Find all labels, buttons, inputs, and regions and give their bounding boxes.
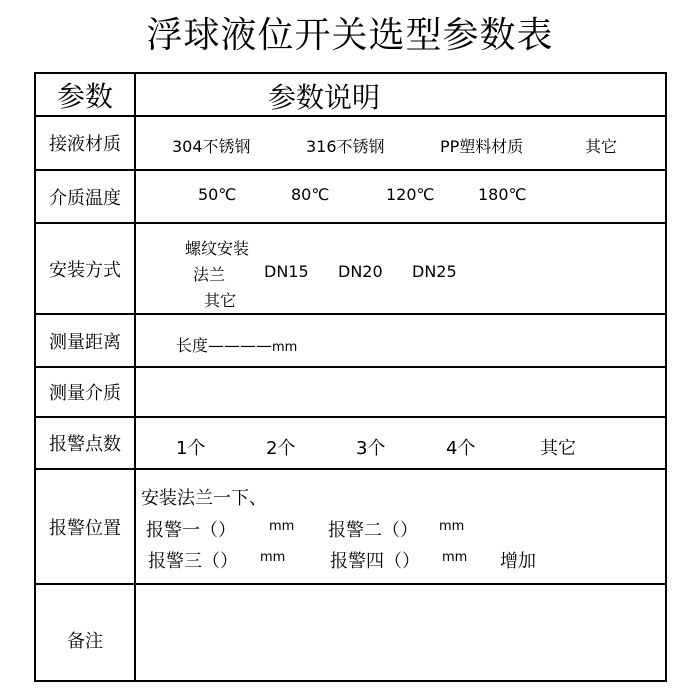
alarm-count-label: 报警点数	[36, 418, 136, 468]
alarm3-unit: mm	[260, 550, 286, 565]
row-remarks	[36, 585, 665, 680]
alarm2-field[interactable]: 报警二（）	[328, 520, 418, 541]
distance-field[interactable]	[136, 315, 665, 366]
row-medium	[36, 368, 665, 418]
row-alarm-count	[36, 418, 665, 470]
header-param: 参数	[36, 74, 136, 115]
alarm2-unit: mm	[439, 519, 465, 534]
distance-label: 测量距离	[36, 315, 136, 366]
row-material	[36, 117, 665, 171]
material-options	[136, 117, 665, 169]
distance-blank[interactable]: ————	[208, 336, 273, 355]
option-180c[interactable]: 180℃	[478, 185, 527, 204]
install-options	[136, 224, 665, 313]
option-2[interactable]: 2个	[266, 438, 296, 459]
option-120c[interactable]: 120℃	[386, 185, 435, 204]
alarm1-unit: mm	[269, 519, 295, 534]
option-dn25[interactable]: DN25	[412, 262, 457, 281]
option-pp[interactable]: PP塑料材质	[440, 137, 524, 156]
parameter-table	[34, 72, 667, 682]
option-1[interactable]: 1个	[176, 438, 206, 459]
add-alarm-button[interactable]: 增加	[500, 551, 536, 572]
option-4[interactable]: 4个	[446, 438, 476, 459]
option-flange[interactable]: 法兰	[193, 265, 226, 284]
alarm4-unit: mm	[442, 550, 468, 565]
medium-field[interactable]	[136, 368, 665, 416]
remarks-field[interactable]	[136, 585, 665, 680]
option-other[interactable]: 其它	[540, 438, 576, 459]
table-header	[36, 74, 665, 117]
row-distance	[36, 315, 665, 368]
option-316[interactable]: 316不锈钢	[306, 137, 385, 156]
option-dn15[interactable]: DN15	[264, 262, 309, 281]
remarks-label: 备注	[36, 585, 136, 680]
alarm-position-fields	[136, 470, 665, 583]
distance-unit: mm	[272, 340, 298, 355]
row-temperature	[36, 171, 665, 224]
header-desc	[136, 74, 665, 115]
option-50c[interactable]: 50℃	[198, 185, 237, 204]
option-dn20[interactable]: DN20	[338, 262, 383, 281]
option-80c[interactable]: 80℃	[291, 185, 330, 204]
temperature-options	[136, 171, 665, 222]
header-desc-label: 参数说明	[268, 81, 381, 114]
install-label: 安装方式	[36, 224, 136, 313]
distance-text: 长度	[176, 336, 209, 355]
temperature-label: 介质温度	[36, 171, 136, 222]
row-alarm-position	[36, 470, 665, 585]
option-3[interactable]: 3个	[356, 438, 386, 459]
alarm-intro: 安装法兰一下、	[141, 488, 267, 509]
alarm4-field[interactable]: 报警四（）	[330, 551, 420, 572]
alarm-position-label: 报警位置	[36, 470, 136, 583]
alarm1-field[interactable]: 报警一（）	[146, 520, 236, 541]
page-title: 浮球液位开关选型参数表	[146, 15, 554, 56]
alarm-count-options	[136, 418, 665, 468]
alarm3-field[interactable]: 报警三（）	[148, 551, 238, 572]
medium-label: 测量介质	[36, 368, 136, 416]
material-label: 接液材质	[36, 117, 136, 169]
option-304[interactable]: 304不锈钢	[172, 137, 251, 156]
distance-prefix	[176, 333, 297, 356]
option-thread[interactable]: 螺纹安装	[185, 239, 250, 258]
row-install	[36, 224, 665, 315]
option-other[interactable]: 其它	[585, 137, 618, 156]
option-other[interactable]: 其它	[204, 291, 237, 310]
